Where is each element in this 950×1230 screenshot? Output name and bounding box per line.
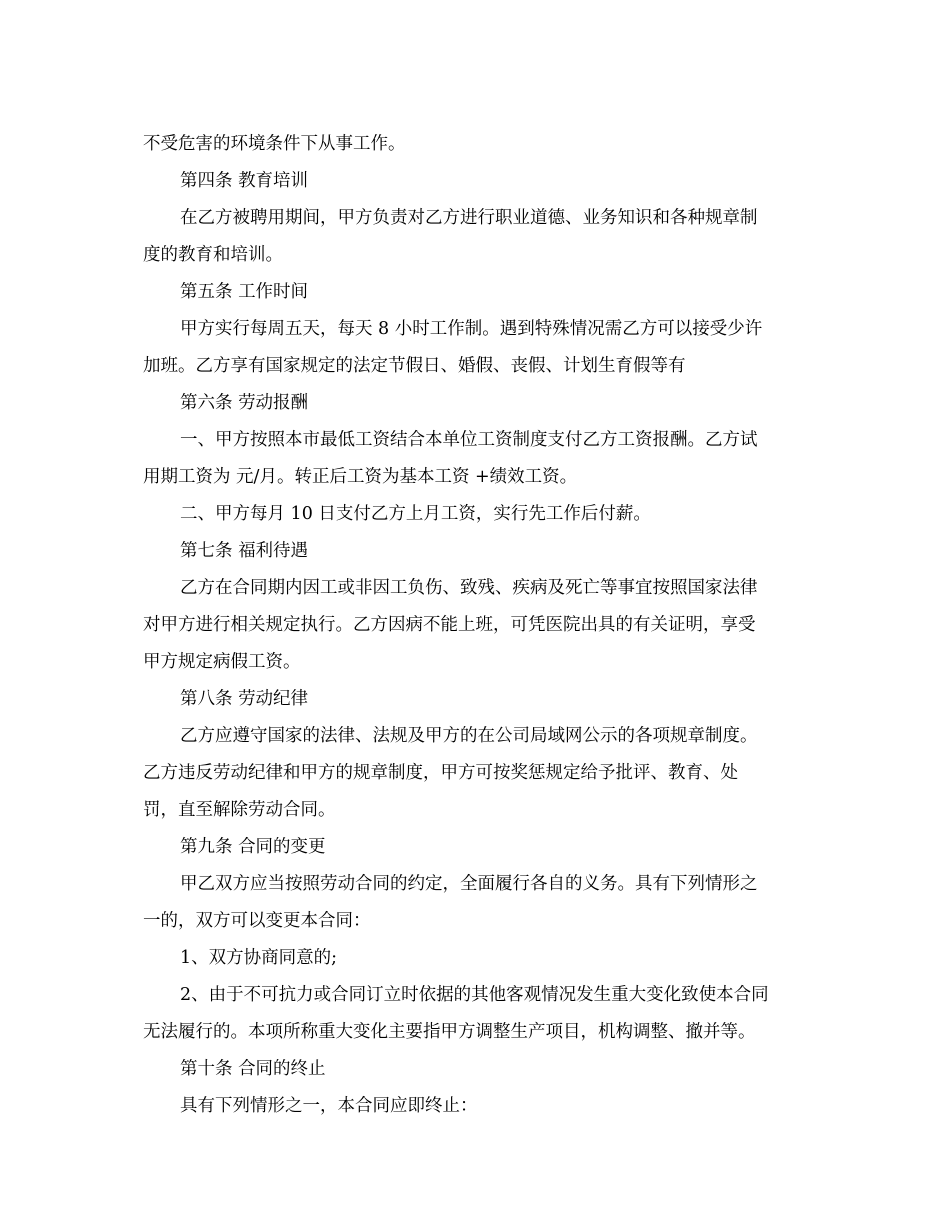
- document-line: 罚，直至解除劳动合同。: [143, 800, 336, 820]
- document-line: 不受危害的环境条件下从事工作。: [143, 134, 406, 154]
- document-line: 甲方实行每周五天，每天 8 小时工作制。遇到特殊情况需乙方可以接受少许: [180, 319, 763, 339]
- document-line: 加班。乙方享有国家规定的法定节假日、婚假、丧假、计划生育假等有: [143, 356, 686, 376]
- document-body: [143, 126, 808, 1125]
- document-line: 2、由于不可抗力或合同订立时依据的其他客观情况发生重大变化致使本合同: [180, 985, 769, 1005]
- document-line: 对甲方进行相关规定执行。乙方因病不能上班，可凭医院出具的有关证明，享受: [143, 615, 756, 635]
- document-line: 无法履行的。本项所称重大变化主要指甲方调整生产项目，机构调整、撤并等。: [143, 1022, 756, 1042]
- document-line: 第九条 合同的变更: [180, 837, 326, 857]
- document-line: 第六条 劳动报酬: [180, 393, 309, 413]
- document-line: 乙方在合同期内因工或非因工负伤、致残、疾病及死亡等事宜按照国家法律: [180, 578, 758, 598]
- document-line: 具有下列情形之一，本合同应即终止：: [180, 1096, 478, 1116]
- document-line: 第十条 合同的终止: [180, 1059, 326, 1079]
- document-line: 在乙方被聘用期间，甲方负责对乙方进行职业道德、业务知识和各种规章制: [180, 208, 758, 228]
- document-line: 1、双方协商同意的;: [180, 948, 338, 968]
- document-line: 第四条 教育培训: [180, 171, 309, 191]
- document-line: 用期工资为 元/月。转正后工资为基本工资 +绩效工资。: [143, 467, 578, 487]
- document-line: 一的，双方可以变更本合同：: [143, 911, 371, 931]
- document-line: 甲乙双方应当按照劳动合同的约定，全面履行各自的义务。具有下列情形之: [180, 874, 758, 894]
- document-line: 乙方违反劳动纪律和甲方的规章制度，甲方可按奖惩规定给予批评、教育、处: [143, 763, 738, 783]
- document-line: 甲方规定病假工资。: [143, 652, 301, 672]
- document-line: 一、甲方按照本市最低工资结合本单位工资制度支付乙方工资报酬。乙方试: [180, 430, 758, 450]
- document-line: 第七条 福利待遇: [180, 541, 309, 561]
- document-line: 二、甲方每月 10 日支付乙方上月工资，实行先工作后付薪。: [180, 504, 651, 524]
- document-line: 第五条 工作时间: [180, 282, 309, 302]
- document-line: 度的教育和培训。: [143, 245, 283, 265]
- document-line: 乙方应遵守国家的法律、法规及甲方的在公司局域网公示的各项规章制度。: [180, 726, 758, 746]
- document-line: 第八条 劳动纪律: [180, 689, 309, 709]
